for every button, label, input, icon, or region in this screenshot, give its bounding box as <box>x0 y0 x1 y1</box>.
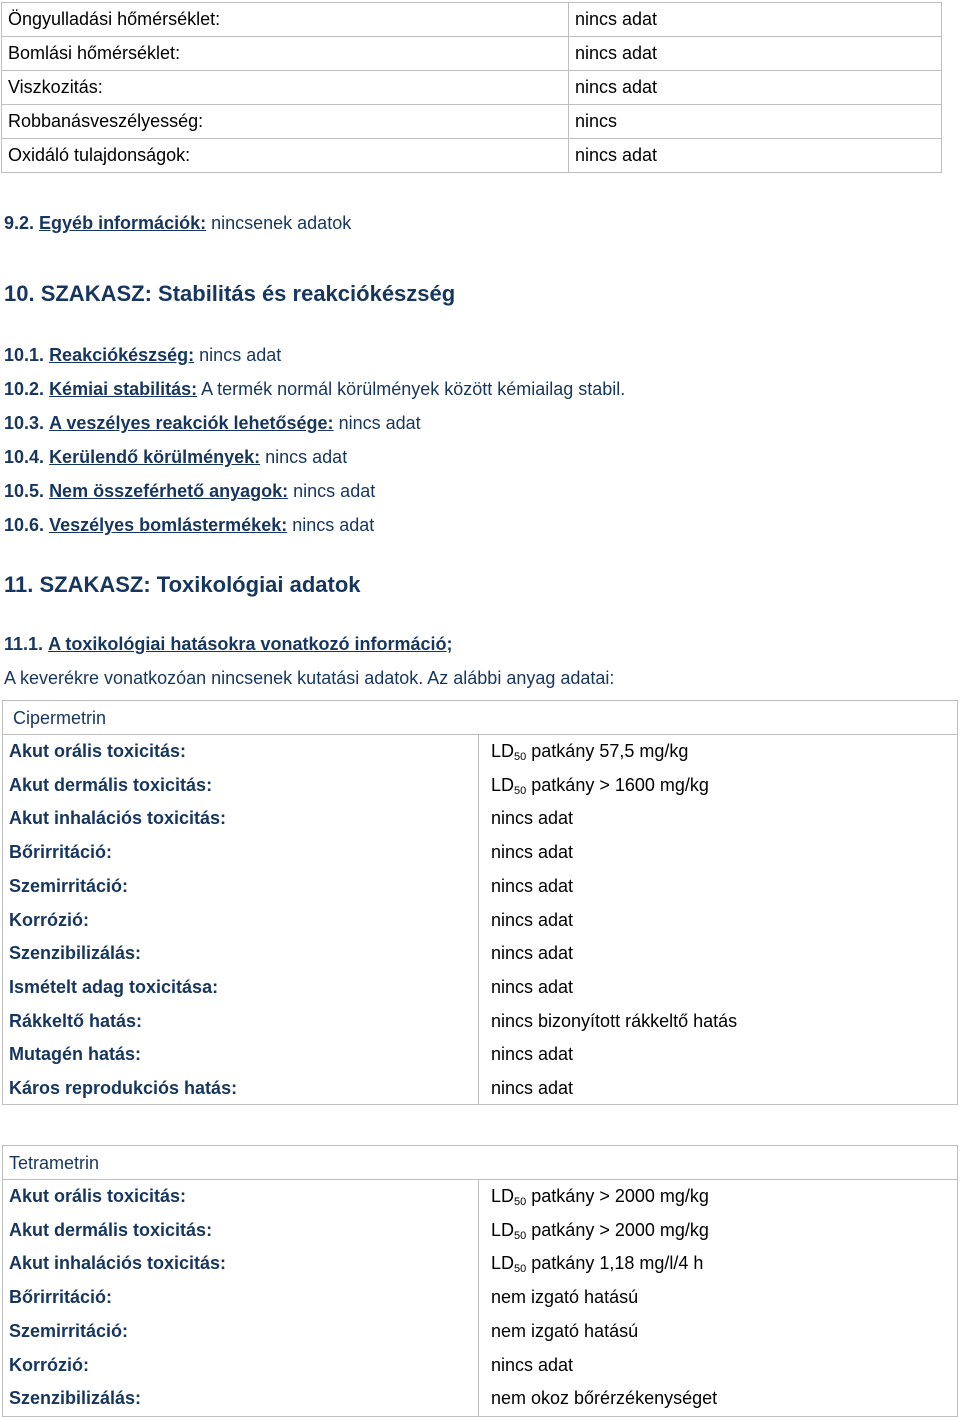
property-value: nincs adat <box>569 71 942 105</box>
value-text: nincs adat <box>491 1078 574 1098</box>
subsection-number: 10.6. <box>4 515 45 535</box>
value-text: nem okoz bőrérzékenységet <box>491 1388 718 1409</box>
subsection-title: A toxikológiai hatásokra vonatkozó információ; <box>48 634 453 654</box>
subsection-number: 10.4. <box>4 447 45 467</box>
table-row <box>2 37 942 71</box>
table-row <box>2 71 942 105</box>
ld-prefix: LD <box>491 1219 515 1240</box>
value-text: nem izgató hatású <box>491 1287 639 1308</box>
toxicity-value <box>491 1348 573 1382</box>
table-row <box>9 903 957 937</box>
toxicity-value <box>491 903 573 937</box>
subsection-10-3 <box>4 411 421 435</box>
value-text: nincs adat <box>491 1354 574 1375</box>
ld-subscript: 50 <box>514 1263 527 1276</box>
table-row <box>9 1280 957 1314</box>
toxicity-label: Ismételt adag toxicitása: <box>9 976 219 997</box>
value-text: nincs adat <box>491 976 574 997</box>
table-row <box>9 1004 957 1038</box>
toxicity-label: Korrózió: <box>9 909 89 930</box>
value-text: patkány 1,18 mg/l/4 h <box>531 1253 704 1274</box>
substance-name: Cipermetrin <box>13 708 107 728</box>
subsection-title: A veszélyes reakciók lehetősége: <box>49 413 334 433</box>
substance-name: Tetrametrin <box>9 1153 100 1173</box>
table-row <box>9 768 957 802</box>
subsection-title: Veszélyes bomlástermékek: <box>49 515 288 535</box>
toxicity-value <box>491 1071 573 1105</box>
property-value: nincs <box>569 105 942 139</box>
property-label: Öngyulladási hőmérséklet: <box>2 3 569 37</box>
property-label: Robbanásveszélyesség: <box>2 105 569 139</box>
value-text: nincs adat <box>491 842 574 863</box>
toxicity-label: Szemirritáció: <box>9 875 129 896</box>
table-row <box>9 1213 957 1247</box>
toxicity-value <box>491 936 573 970</box>
tetrametrin-table <box>2 1145 958 1417</box>
value-text: nincs bizonyított rákkeltő hatás <box>491 1010 738 1031</box>
value-text: nincs adat <box>491 808 574 829</box>
toxicity-label: Bőrirritáció: <box>9 842 113 863</box>
subsection-title: Nem összeférhető anyagok: <box>49 481 289 501</box>
subsection-number: 9.2. <box>4 213 35 233</box>
toxicity-label: Szemirritáció: <box>9 1320 129 1341</box>
table-row <box>9 936 957 970</box>
table-row <box>9 1037 957 1071</box>
toxicity-label: Szenzibilizálás: <box>9 1388 142 1409</box>
table-row <box>9 801 957 835</box>
value-text: patkány > 2000 mg/kg <box>531 1186 709 1206</box>
subsection-10-1 <box>4 343 281 367</box>
value-text: patkány > 2000 mg/kg <box>531 1219 709 1240</box>
subsection-11-1 <box>4 632 452 656</box>
subsection-value: nincs adat <box>293 481 376 501</box>
property-label: Bomlási hőmérséklet: <box>2 37 569 71</box>
toxicity-label: Akut orális toxicitás: <box>9 741 187 761</box>
property-label: Viszkozitás: <box>2 71 569 105</box>
subsection-10-6 <box>4 513 374 537</box>
toxicity-label: Káros reprodukciós hatás: <box>9 1078 238 1098</box>
table-row <box>9 1381 957 1415</box>
subsection-number: 10.2. <box>4 379 45 399</box>
subsection-number: 10.1. <box>4 345 45 365</box>
subsection-10-5 <box>4 479 375 503</box>
ld-subscript: 50 <box>514 751 527 763</box>
subsection-title: Egyéb információk: <box>39 213 207 233</box>
toxicity-label: Akut inhalációs toxicitás: <box>9 1253 227 1274</box>
toxicity-value <box>491 869 573 903</box>
property-value: nincs adat <box>569 37 942 71</box>
ld-prefix: LD <box>491 774 515 795</box>
toxicity-value <box>491 801 573 835</box>
subsection-9-2 <box>4 211 351 235</box>
subsection-value: A termék normál körülmények között kémiailag stabil. <box>201 379 626 399</box>
table-row <box>9 1348 957 1382</box>
ld-prefix: LD <box>491 1253 515 1274</box>
toxicity-label: Rákkeltő hatás: <box>9 1010 143 1031</box>
toxicity-value <box>491 1314 638 1348</box>
value-text: nincs adat <box>491 875 574 896</box>
table-row <box>9 1246 957 1280</box>
ld-subscript: 50 <box>514 784 527 797</box>
subsection-title: Kerülendő körülmények: <box>49 447 261 467</box>
ld-subscript: 50 <box>514 1196 527 1208</box>
ld-subscript: 50 <box>514 1229 527 1242</box>
subsection-value: nincs adat <box>199 345 282 365</box>
toxicity-label: Bőrirritáció: <box>9 1287 113 1308</box>
toxicity-value <box>491 1004 737 1038</box>
section-10-heading: 10. SZAKASZ: Stabilitás és reakciókészség <box>4 281 456 306</box>
toxicity-label: Akut orális toxicitás: <box>9 1186 187 1206</box>
table-row <box>9 1071 957 1105</box>
toxicity-label: Szenzibilizálás: <box>9 943 142 964</box>
table-row <box>2 3 942 37</box>
subsection-title: Kémiai stabilitás: <box>49 379 198 399</box>
section-11-intro: A keverékre vonatkozóan nincsenek kutatási adatok. Az alábbi anyag adatai: <box>4 668 615 688</box>
subsection-value: nincs adat <box>338 413 421 433</box>
subsection-value: nincsenek adatok <box>211 213 352 233</box>
toxicity-value <box>491 1037 573 1071</box>
toxicity-label: Mutagén hatás: <box>9 1044 142 1065</box>
toxicity-label: Korrózió: <box>9 1354 89 1375</box>
cipermetrin-table <box>2 700 958 1105</box>
ld-prefix: LD <box>491 741 515 761</box>
value-text: nincs adat <box>491 943 574 964</box>
toxicity-value <box>491 970 573 1004</box>
subsection-number: 10.3. <box>4 413 45 433</box>
table-row <box>9 835 957 869</box>
table-row <box>9 970 957 1004</box>
section-11-heading: 11. SZAKASZ: Toxikológiai adatok <box>4 572 361 597</box>
subsection-10-2 <box>4 377 625 401</box>
value-text: nincs adat <box>491 909 574 930</box>
toxicity-label: Akut dermális toxicitás: <box>9 774 213 795</box>
subsection-value: nincs adat <box>292 515 375 535</box>
table-row <box>9 1314 957 1348</box>
value-text: nincs adat <box>491 1044 574 1065</box>
toxicity-value <box>491 1381 717 1415</box>
table-row <box>2 105 942 139</box>
toxicity-value <box>491 835 573 869</box>
value-text: nem izgató hatású <box>491 1320 639 1341</box>
value-text: patkány 57,5 mg/kg <box>531 741 689 761</box>
toxicity-label: Akut inhalációs toxicitás: <box>9 808 227 829</box>
subsection-10-4 <box>4 445 347 469</box>
subsection-number: 11.1. <box>4 634 44 654</box>
properties-table <box>1 2 942 173</box>
value-text: patkány > 1600 mg/kg <box>531 774 709 795</box>
table-row <box>9 869 957 903</box>
property-value: nincs adat <box>569 3 942 37</box>
subsection-title: Reakciókészség: <box>49 345 195 365</box>
subsection-value: nincs adat <box>265 447 348 467</box>
ld-prefix: LD <box>491 1186 515 1206</box>
property-label: Oxidáló tulajdonságok: <box>2 139 569 173</box>
table-row <box>2 139 942 173</box>
toxicity-label: Akut dermális toxicitás: <box>9 1219 213 1240</box>
subsection-number: 10.5. <box>4 481 45 501</box>
table-row <box>9 1179 957 1213</box>
property-value: nincs adat <box>569 139 942 173</box>
toxicity-value <box>491 1280 638 1314</box>
table-row <box>9 734 957 768</box>
